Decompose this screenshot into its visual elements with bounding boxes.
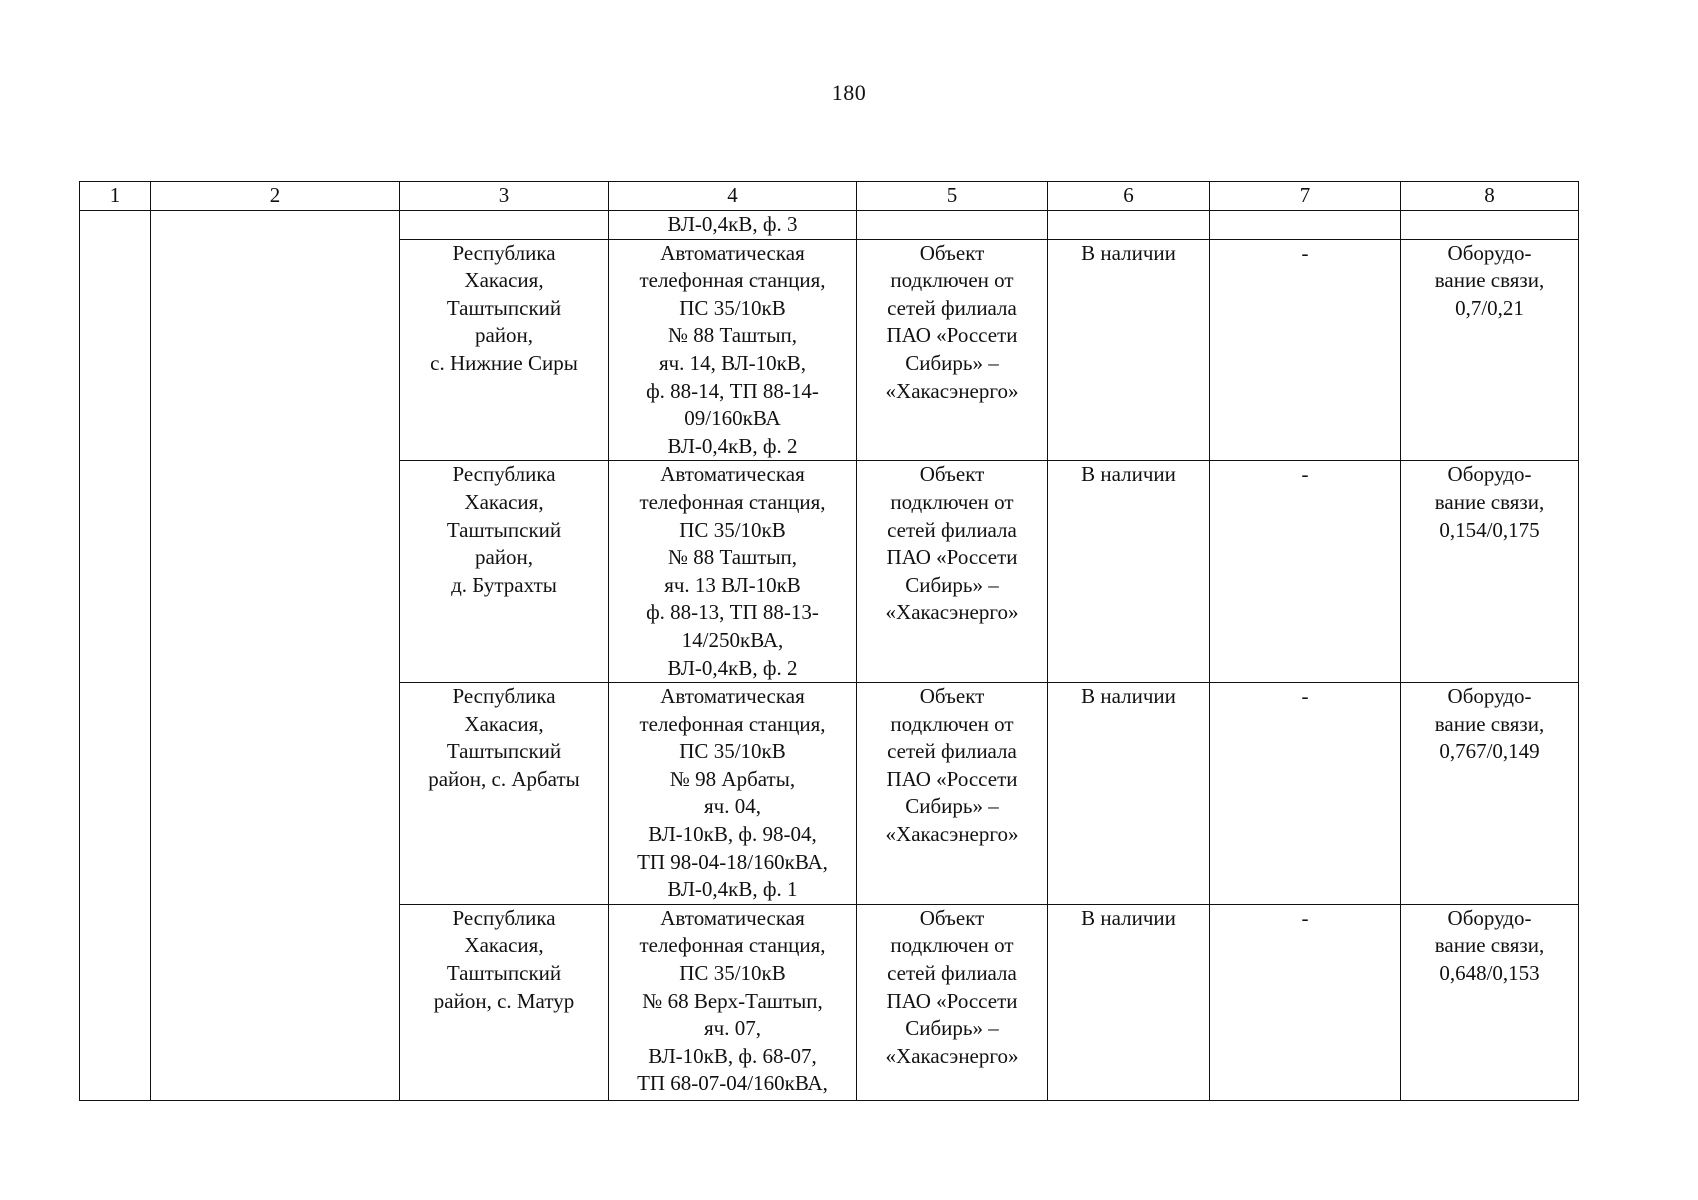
page-number: 180 bbox=[831, 80, 867, 105]
cell-line: № 98 Арбаты, bbox=[669, 766, 796, 791]
object-cell bbox=[609, 904, 857, 1100]
cell-line: яч. 13 ВЛ-10кВ bbox=[664, 572, 801, 597]
cell-line: ПС 35/10кВ bbox=[679, 961, 786, 986]
cell-line: Хакасия, bbox=[464, 711, 544, 736]
location-cell bbox=[400, 683, 609, 905]
cell-line: район, с. Арбаты bbox=[428, 766, 580, 791]
cell-line: ТП 98-04-18/160кВА, bbox=[637, 849, 828, 874]
cell-line: ф. 88-14, ТП 88-14- bbox=[646, 378, 819, 403]
cell-line: Объект bbox=[919, 905, 985, 930]
cell-line: подключен от bbox=[890, 933, 1014, 958]
cell-line: Сибирь» – bbox=[905, 794, 999, 819]
availability-cell: В наличии bbox=[1048, 239, 1210, 461]
cell-line: Автоматическая bbox=[660, 462, 805, 487]
cell-line: Оборудо- bbox=[1447, 462, 1532, 487]
availability-cell: В наличии bbox=[1048, 461, 1210, 683]
object-cell bbox=[609, 239, 857, 461]
dash-cell: - bbox=[1210, 239, 1401, 461]
cell-line: ПАО «Россети bbox=[886, 988, 1018, 1013]
cell-line: яч. 04, bbox=[704, 794, 761, 819]
dash-cell: - bbox=[1210, 904, 1401, 1100]
equipment-cell bbox=[1401, 904, 1579, 1100]
cell-line: ПАО «Россети bbox=[886, 323, 1018, 348]
cell-line: 0,648/0,153 bbox=[1439, 961, 1540, 986]
cell-line: сетей филиала bbox=[887, 295, 1017, 320]
cell-line: телефонная станция, bbox=[639, 268, 826, 293]
cell-line: Хакасия, bbox=[464, 268, 544, 293]
cell-line: район, с. Матур bbox=[433, 988, 575, 1013]
cell-line: Сибирь» – bbox=[905, 1016, 999, 1041]
cell-line: ПАО «Россети bbox=[886, 545, 1018, 570]
cell-line: Оборудо- bbox=[1447, 905, 1532, 930]
cell-line: Автоматическая bbox=[660, 684, 805, 709]
cell-line: Республика bbox=[452, 684, 556, 709]
dash-cell: - bbox=[1210, 683, 1401, 905]
connection-cell bbox=[857, 904, 1048, 1100]
cell-line: ПС 35/10кВ bbox=[679, 517, 786, 542]
cell-line: ф. 88-13, ТП 88-13- bbox=[646, 600, 819, 625]
cell-line: вание связи, bbox=[1434, 933, 1545, 958]
cell-line: Хакасия, bbox=[464, 489, 544, 514]
data-table bbox=[79, 181, 1579, 1101]
header-col-6: 6 bbox=[1048, 182, 1210, 211]
cell-line: подключен от bbox=[890, 489, 1014, 514]
cell-line: «Хакасэнерго» bbox=[885, 822, 1019, 847]
location-cell bbox=[400, 461, 609, 683]
header-col-4: 4 bbox=[609, 182, 857, 211]
cell-line: яч. 07, bbox=[704, 1016, 761, 1041]
cell-line: с. Нижние Сиры bbox=[430, 350, 578, 375]
table-cell bbox=[1210, 211, 1401, 240]
cell-line: ТП 68-07-04/160кВА, bbox=[637, 1071, 828, 1096]
cell-line: яч. 14, ВЛ-10кВ, bbox=[658, 350, 807, 375]
equipment-cell bbox=[1401, 461, 1579, 683]
cell-line: телефонная станция, bbox=[639, 711, 826, 736]
cell-line: Автоматическая bbox=[660, 905, 805, 930]
cell-line: 0,7/0,21 bbox=[1455, 295, 1524, 320]
header-row bbox=[80, 182, 1579, 211]
cell-line: «Хакасэнерго» bbox=[885, 600, 1019, 625]
connection-cell bbox=[857, 239, 1048, 461]
cell-line: ПАО «Россети bbox=[886, 766, 1018, 791]
availability-cell: В наличии bbox=[1048, 683, 1210, 905]
cell-line: телефонная станция, bbox=[639, 933, 826, 958]
cell-line: Таштыпский bbox=[446, 295, 562, 320]
cell-line: № 88 Таштып, bbox=[667, 323, 798, 348]
cell-line: Оборудо- bbox=[1447, 240, 1532, 265]
cell-line: Оборудо- bbox=[1447, 684, 1532, 709]
cell-line: 14/250кВА, bbox=[681, 627, 784, 652]
table-cell bbox=[1048, 211, 1210, 240]
table-cell bbox=[1401, 211, 1579, 240]
cell-line: Объект bbox=[919, 240, 985, 265]
cell-line: Таштыпский bbox=[446, 517, 562, 542]
cell-line: подключен от bbox=[890, 268, 1014, 293]
cell-line: ВЛ-0,4кВ, ф. 2 bbox=[667, 433, 798, 458]
header-col-8: 8 bbox=[1401, 182, 1579, 211]
cell-line: Сибирь» – bbox=[905, 572, 999, 597]
col-2-merged-cell bbox=[151, 211, 400, 1101]
cell-line: Хакасия, bbox=[464, 933, 544, 958]
header-col-3: 3 bbox=[400, 182, 609, 211]
object-cell bbox=[609, 683, 857, 905]
cell-line: 0,154/0,175 bbox=[1439, 517, 1540, 542]
cell-line: ВЛ-10кВ, ф. 68-07, bbox=[648, 1043, 817, 1068]
header-col-2: 2 bbox=[151, 182, 400, 211]
cell-line: ПС 35/10кВ bbox=[679, 739, 786, 764]
connection-cell bbox=[857, 683, 1048, 905]
header-col-1: 1 bbox=[80, 182, 151, 211]
location-cell bbox=[400, 239, 609, 461]
cell-line: 0,767/0,149 bbox=[1439, 739, 1540, 764]
cell-line: сетей филиала bbox=[887, 517, 1017, 542]
cell-line: «Хакасэнерго» bbox=[885, 1043, 1019, 1068]
availability-cell: В наличии bbox=[1048, 904, 1210, 1100]
cell-line: Республика bbox=[452, 462, 556, 487]
cell-line: 09/160кВА bbox=[684, 406, 781, 431]
cell-line: ВЛ-0,4кВ, ф. 3 bbox=[667, 212, 798, 236]
cell-line: Сибирь» – bbox=[905, 350, 999, 375]
cell-line: район, bbox=[474, 545, 534, 570]
cell-line: № 68 Верх-Таштып, bbox=[642, 988, 823, 1013]
cell-line: подключен от bbox=[890, 711, 1014, 736]
equipment-cell bbox=[1401, 239, 1579, 461]
cell-line: вание связи, bbox=[1434, 711, 1545, 736]
equipment-cell bbox=[1401, 683, 1579, 905]
header-col-5: 5 bbox=[857, 182, 1048, 211]
cell-line: ВЛ-0,4кВ, ф. 2 bbox=[667, 655, 798, 680]
cell-line: вание связи, bbox=[1434, 268, 1545, 293]
cell-line: ВЛ-10кВ, ф. 98-04, bbox=[648, 822, 817, 847]
cell-line: сетей филиала bbox=[887, 739, 1017, 764]
cell-line: Объект bbox=[919, 462, 985, 487]
cell-line: № 88 Таштып, bbox=[667, 545, 798, 570]
location-cell bbox=[400, 904, 609, 1100]
cell-line: Автоматическая bbox=[660, 240, 805, 265]
cell-line: сетей филиала bbox=[887, 961, 1017, 986]
cell-line: Республика bbox=[452, 240, 556, 265]
connection-cell bbox=[857, 461, 1048, 683]
cell-line: вание связи, bbox=[1434, 489, 1545, 514]
cell-line: ПС 35/10кВ bbox=[679, 295, 786, 320]
table-cell bbox=[857, 211, 1048, 240]
cell-line: ВЛ-0,4кВ, ф. 1 bbox=[667, 877, 798, 902]
object-cell bbox=[609, 461, 857, 683]
cell-line: Таштыпский bbox=[446, 739, 562, 764]
cell-line: Таштыпский bbox=[446, 961, 562, 986]
cell-line: телефонная станция, bbox=[639, 489, 826, 514]
cell-line: д. Бутрахты bbox=[451, 572, 557, 597]
cell-line: Объект bbox=[919, 684, 985, 709]
dash-cell: - bbox=[1210, 461, 1401, 683]
table-cell bbox=[609, 211, 857, 240]
cell-line: Республика bbox=[452, 905, 556, 930]
cell-line: «Хакасэнерго» bbox=[885, 378, 1019, 403]
cell-line: район, bbox=[474, 323, 534, 348]
col-1-merged-cell bbox=[80, 211, 151, 1101]
continuation-row bbox=[80, 211, 1579, 240]
table-cell bbox=[400, 211, 609, 240]
header-col-7: 7 bbox=[1210, 182, 1401, 211]
